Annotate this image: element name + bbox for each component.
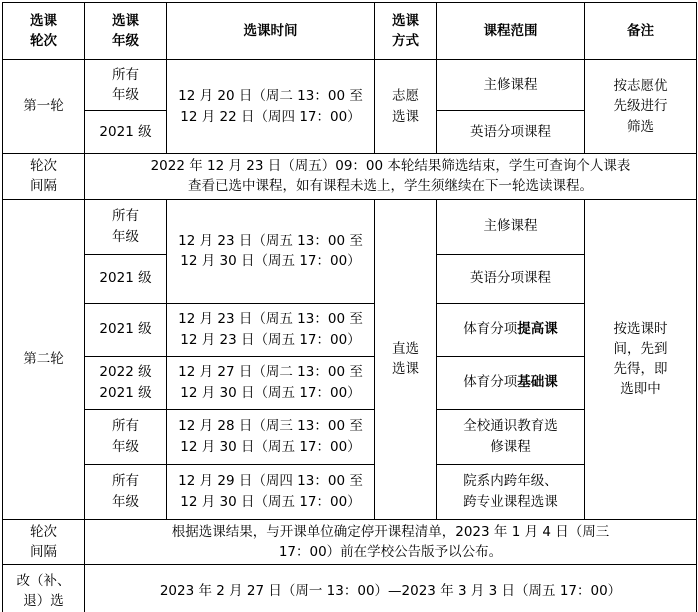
round2-scope-4-bold: 基础课 — [517, 374, 558, 391]
round2-scope-5-line1: 全校通识教育选 — [463, 418, 558, 435]
round1-remark-line3: 筛选 — [627, 118, 654, 135]
round2-time-5-line2: 12 月 30 日（周五 17：00） — [180, 438, 361, 455]
round2-grade-5-line2: 年级 — [112, 438, 139, 455]
round2-scope-5-line2: 修课程 — [490, 438, 531, 455]
round2-time-5 — [167, 409, 375, 464]
round1-grade-all — [85, 60, 167, 111]
round2-grade-6-line1: 所有 — [112, 473, 139, 490]
round2-remark-line3: 先得，即 — [613, 361, 668, 377]
table-row — [3, 519, 697, 565]
round1-time-line2: 12 月 22 日（周四 17：00） — [180, 108, 361, 125]
round2-method — [375, 199, 437, 519]
header-grade-line2: 年级 — [112, 33, 139, 49]
round2-scope-6-line2: 跨专业课程选课 — [463, 493, 558, 510]
round2-scope-6-line1: 院系内跨年级、 — [463, 473, 558, 490]
round1-method-line1: 志愿 — [392, 88, 419, 105]
gap2-label-line1: 轮次 — [30, 523, 57, 540]
round2-scope-3-bold: 提高课 — [517, 321, 558, 338]
round2-remark — [585, 199, 697, 519]
round2-time-5-line1: 12 月 28 日（周三 13：00 至 — [178, 418, 363, 435]
round2-grade-1-line1: 所有 — [112, 208, 139, 225]
round1-remark — [585, 60, 697, 154]
gap2-text — [85, 519, 697, 565]
header-time: 选课时间 — [167, 3, 375, 60]
round1-grade-all-line2: 年级 — [112, 87, 139, 103]
round2-time-6 — [167, 464, 375, 519]
round1-time-line1: 12 月 20 日（周二 13：00 至 — [178, 88, 363, 105]
table-row — [3, 565, 697, 612]
table-row — [3, 199, 697, 254]
header-grade-line1: 选课 — [112, 12, 139, 29]
round2-remark-line2: 间，先到 — [613, 340, 668, 357]
header-round-line2: 轮次 — [30, 33, 57, 49]
round2-time-4-line2: 12 月 30 日（周五 17：00） — [180, 384, 361, 401]
round1-scope-major: 主修课程 — [437, 60, 585, 111]
final-label-line1: 改（补、 — [16, 572, 71, 589]
round2-grade-5 — [85, 409, 167, 464]
round2-time-1 — [167, 199, 375, 303]
round2-scope-6 — [437, 464, 585, 519]
gap2-text-line1: 根据选课结果，与开课单位确定停开课程清单，2023 年 1 月 4 日（周三 — [171, 523, 610, 540]
round2-time-1-line1: 12 月 23 日（周五 13：00 至 — [178, 232, 363, 249]
round2-time-6-line1: 12 月 29 日（周四 13：00 至 — [178, 473, 363, 490]
final-label-line2: 退）选 — [23, 593, 64, 609]
round2-label: 第二轮 — [3, 199, 85, 519]
gap2-label-line2: 间隔 — [30, 543, 57, 560]
round2-grade-5-line1: 所有 — [112, 418, 139, 435]
round2-scope-3 — [437, 303, 585, 356]
gap2-text-line2: 17：00）前在学校公告版予以公布。 — [278, 543, 503, 560]
round2-time-1-line2: 12 月 30 日（周五 17：00） — [180, 253, 361, 269]
round2-time-4 — [167, 356, 375, 409]
header-method-line2: 方式 — [392, 33, 419, 49]
round2-scope-4 — [437, 356, 585, 409]
table-row — [3, 60, 697, 111]
gap1-text-line1: 2022 年 12 月 23 日（周五）09：00 本轮结果筛选结束，学生可查询个人课表 — [150, 158, 631, 174]
round2-time-3-line1: 12 月 23 日（周五 13：00 至 — [178, 311, 363, 328]
round2-scope-5 — [437, 409, 585, 464]
round2-grade-4 — [85, 356, 167, 409]
course-selection-schedule-table — [2, 2, 697, 612]
header-round — [3, 3, 85, 60]
gap1-text — [85, 154, 697, 200]
gap1-label-line1: 轮次 — [30, 158, 57, 174]
round2-grade-1-line2: 年级 — [112, 228, 139, 245]
round1-grade-all-line1: 所有 — [112, 66, 139, 83]
header-method-line1: 选课 — [392, 12, 419, 29]
header-round-line1: 选课 — [30, 12, 57, 29]
round2-method-line1: 直选 — [392, 340, 419, 357]
header-method — [375, 3, 437, 60]
round2-grade-4-line2: 2021 级 — [99, 384, 152, 401]
round1-method-line2: 选课 — [392, 108, 419, 125]
round2-method-line2: 选课 — [392, 361, 419, 377]
round2-grade-6-line2: 年级 — [112, 493, 139, 510]
final-text: 2023 年 2 月 27 日（周一 13：00）—2023 年 3 月 3 日（周五 17：00） — [85, 565, 697, 612]
round1-remark-line1: 按志愿优 — [613, 78, 668, 95]
round1-scope-english: 英语分项课程 — [437, 111, 585, 154]
round1-time — [167, 60, 375, 154]
table-header-row — [3, 3, 697, 60]
round2-time-6-line2: 12 月 30 日（周五 17：00） — [180, 493, 361, 510]
round2-scope-2: 英语分项课程 — [437, 254, 585, 303]
gap1-label-line2: 间隔 — [30, 178, 57, 195]
round2-time-3-line2: 12 月 23 日（周五 17：00） — [180, 331, 361, 348]
round2-grade-1 — [85, 199, 167, 254]
gap1-label — [3, 154, 85, 200]
header-grade — [85, 3, 167, 60]
gap1-text-line2: 查看已选中课程，如有课程未选上，学生须继续在下一轮选读课程。 — [188, 178, 593, 195]
round1-method — [375, 60, 437, 154]
round1-remark-line2: 先级进行 — [613, 98, 668, 115]
round2-grade-2: 2021 级 — [85, 254, 167, 303]
round2-grade-6 — [85, 464, 167, 519]
final-label — [3, 565, 85, 612]
round2-remark-line4: 选即中 — [620, 381, 661, 398]
header-scope: 课程范围 — [437, 3, 585, 60]
table-row — [3, 154, 697, 200]
gap2-label — [3, 519, 85, 565]
round2-scope-4-pre: 体育分项 — [463, 374, 518, 391]
round2-grade-3: 2021 级 — [85, 303, 167, 356]
round2-time-3 — [167, 303, 375, 356]
round2-time-4-line1: 12 月 27 日（周二 13：00 至 — [178, 364, 363, 381]
round1-grade-2021: 2021 级 — [85, 111, 167, 154]
round2-grade-4-line1: 2022 级 — [99, 364, 152, 381]
round2-remark-line1: 按选课时 — [613, 320, 668, 337]
round2-scope-1: 主修课程 — [437, 199, 585, 254]
round1-label: 第一轮 — [3, 60, 85, 154]
header-remark: 备注 — [585, 3, 697, 60]
round2-scope-3-pre: 体育分项 — [463, 321, 518, 338]
